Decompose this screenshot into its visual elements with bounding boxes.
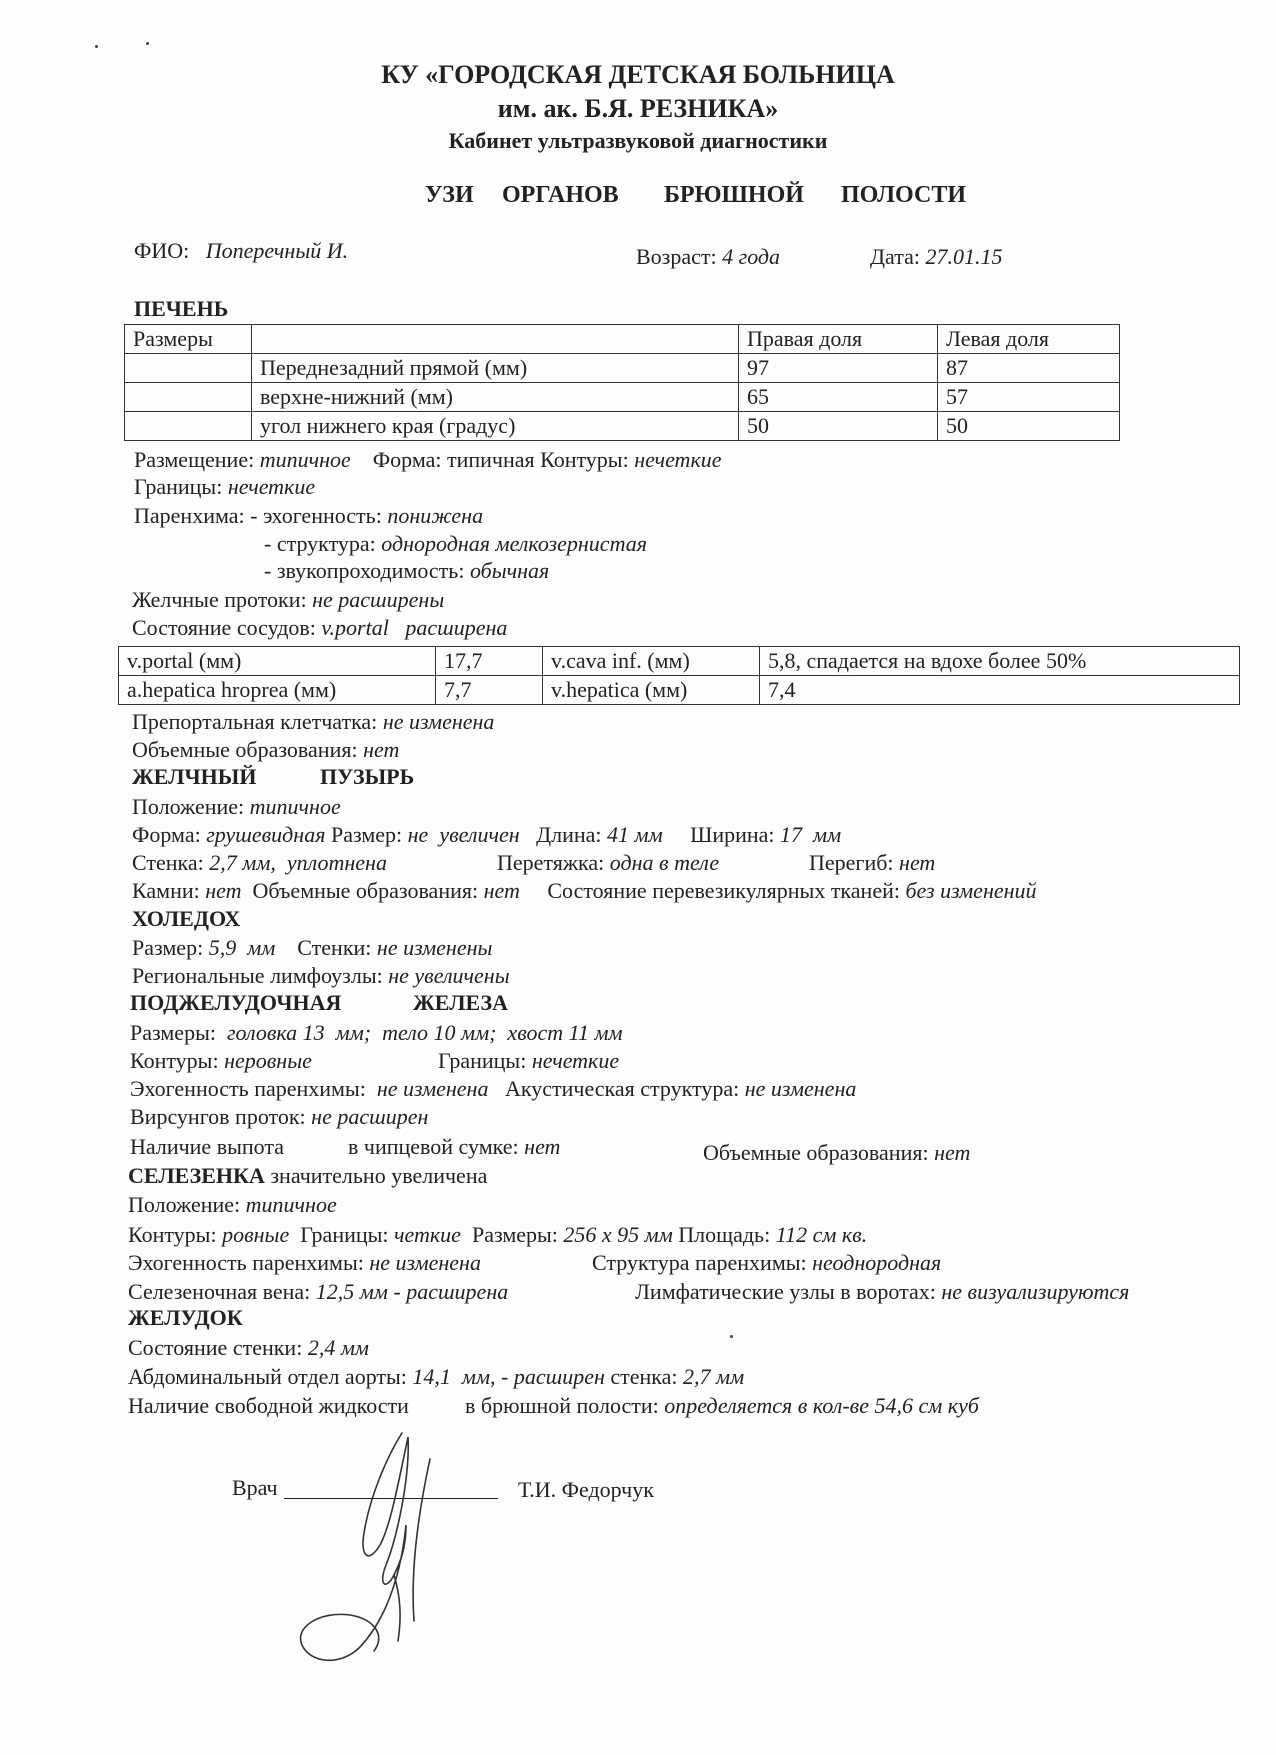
field-label: Перетяжка: (497, 850, 605, 875)
vessels-row (132, 615, 507, 641)
title-word: БРЮШНОЙ (664, 182, 804, 208)
field-label: Камни: (132, 878, 200, 903)
field-value: 112 см кв. (775, 1222, 868, 1247)
field-value: нечеткие (634, 447, 722, 472)
table-cell-right: 65 (739, 383, 938, 412)
field-value: нечеткие (227, 474, 316, 499)
liver-structure-row (264, 531, 647, 557)
field-label: Желчные протоки: (132, 587, 307, 612)
field-label: стенка: (610, 1364, 678, 1389)
field-label: Положение: (132, 794, 245, 819)
table-row (125, 325, 1120, 354)
field-value: v.portal расширена (321, 615, 508, 640)
field-value: 17 мм (780, 822, 842, 847)
liver-placement-row (134, 447, 722, 473)
field-value: 2,7 мм (683, 1364, 745, 1389)
section-title-note: значительно увеличена (270, 1163, 488, 1188)
scan-speck (146, 42, 149, 45)
exam-date-row (870, 244, 1002, 270)
field-label: - эхогенность: (250, 503, 382, 528)
spleen-section-title (128, 1163, 487, 1189)
title-word: УЗИ (425, 182, 474, 208)
table-cell (125, 412, 252, 441)
table-cell-left: 87 (938, 354, 1120, 383)
field-value: 12,5 мм - расширена (315, 1279, 509, 1304)
liver-echogenicity-row (134, 503, 483, 529)
field-label: Перегиб: (809, 850, 894, 875)
field-value: нечеткие (531, 1048, 620, 1073)
liver-section-title: ПЕЧЕНЬ (134, 296, 229, 321)
table-cell (125, 354, 252, 383)
field-value: неровные (224, 1048, 312, 1073)
field-label: Границы: (300, 1222, 389, 1247)
choledoch-size-row (132, 935, 492, 961)
vessels-table (118, 646, 1240, 705)
field-value: неоднородная (812, 1250, 942, 1275)
scan-speck (730, 1335, 733, 1338)
field-label: Границы: (134, 474, 223, 499)
bile-ducts-row (132, 587, 444, 613)
field-label: Контуры: (130, 1048, 219, 1073)
preportal-row (132, 709, 494, 735)
field-value: 41 мм (607, 822, 663, 847)
field-value: типичное (249, 794, 341, 819)
patient-age-label: Возраст: (636, 244, 717, 269)
scan-speck (95, 45, 98, 48)
field-value: четкие (394, 1222, 461, 1247)
field-label: Положение: (128, 1192, 241, 1217)
table-cell: a.hepatica hroprea (мм) (119, 676, 436, 705)
table-row (119, 647, 1240, 676)
signature-stroke (301, 1433, 430, 1660)
spleen-echo-row (128, 1250, 941, 1276)
pancreas-duct-row (130, 1104, 428, 1130)
field-value: не изменена (369, 1250, 481, 1275)
pancreas-sizes-row (130, 1020, 623, 1046)
field-value: понижена (387, 503, 484, 528)
field-label: Объемные образования: (132, 737, 358, 762)
field-label: Площадь: (678, 1222, 771, 1247)
table-cell: v.cava inf. (мм) (543, 647, 760, 676)
doctor-name: Т.И. Федорчук (518, 1477, 654, 1502)
gallbladder-section-title (132, 764, 414, 790)
spleen-contours-row (128, 1222, 867, 1248)
field-value: ровные (222, 1222, 290, 1247)
field-value: обычная (469, 558, 550, 583)
table-row (125, 383, 1120, 412)
field-label: Размеры: (130, 1020, 216, 1045)
field-label: Размер: (330, 822, 403, 847)
field-label: в чипцевой сумке: (348, 1134, 519, 1159)
field-label: - звукопроходимость: (264, 558, 465, 583)
report-title (425, 182, 966, 209)
field-label: в брюшной полости: (465, 1393, 659, 1418)
gallbladder-position-row (132, 794, 341, 820)
field-label: Границы: (438, 1048, 527, 1073)
field-value: без изменений (905, 878, 1037, 903)
table-cell-right: 50 (739, 412, 938, 441)
field-value: нет (483, 878, 520, 903)
section-title-word: ЖЕЛЕЗА (413, 990, 508, 1015)
field-label: Форма: (372, 447, 442, 472)
choledoch-nodes-row (132, 963, 510, 989)
exam-date-label: Дата: (870, 244, 920, 269)
field-label: Состояние сосудов: (132, 615, 316, 640)
gallbladder-stones-row (132, 878, 1037, 904)
patient-name-row (134, 238, 348, 264)
table-row-label: угол нижнего края (градус) (252, 412, 739, 441)
field-value: типичная (446, 447, 535, 472)
field-label: Лимфатические узлы в воротах: (635, 1279, 936, 1304)
field-label: Препортальная клетчатка: (132, 709, 378, 734)
field-value: не расширены (312, 587, 445, 612)
field-value: не изменена (376, 1076, 489, 1101)
table-cell: 7,7 (436, 676, 543, 705)
table-cell: 5,8, спадается на вдохе более 50% (760, 647, 1240, 676)
field-label: Ширина: (690, 822, 775, 847)
exam-date-value: 27.01.15 (925, 244, 1003, 269)
table-cell: 17,7 (436, 647, 543, 676)
org-name-line2: им. ак. Б.Я. РЕЗНИКА» (497, 94, 779, 123)
liver-sound-row (264, 558, 549, 584)
doctor-signature (290, 1415, 470, 1665)
field-value: нет (524, 1134, 561, 1159)
field-label: Наличие выпота (130, 1134, 284, 1159)
table-cell: v.hepatica (мм) (543, 676, 760, 705)
field-value: не изменены (376, 935, 493, 960)
org-name-line1: КУ «ГОРОДСКАЯ ДЕТСКАЯ БОЛЬНИЦА (381, 60, 895, 89)
section-title-word: ПОДЖЕЛУДОЧНАЯ (130, 990, 342, 1015)
field-value: 2,7 мм, уплотнена (209, 850, 387, 875)
field-label: Акустическая структура: (504, 1076, 740, 1101)
liver-masses-row (132, 737, 399, 763)
field-value: однородная мелкозернистая (381, 531, 647, 556)
field-value: не увеличен (407, 822, 520, 847)
field-label: Размер: (132, 935, 204, 960)
table-cell-right: 97 (739, 354, 938, 383)
field-value: не изменена (744, 1076, 857, 1101)
table-header-left-lobe: Левая доля (938, 325, 1120, 354)
field-label: Селезеночная вена: (128, 1279, 311, 1304)
stomach-wall-row (128, 1335, 369, 1361)
field-value: одна в теле (609, 850, 720, 875)
field-label: Размещение: (134, 447, 255, 472)
field-value: нет (899, 850, 936, 875)
title-word: ОРГАНОВ (502, 182, 619, 208)
pancreas-echo-row (130, 1076, 856, 1102)
field-label: Контуры: (128, 1222, 217, 1247)
field-label: Состояние стенки: (128, 1335, 303, 1360)
table-row (125, 412, 1120, 441)
patient-age-value: 4 года (722, 244, 781, 269)
field-label: Контуры: (540, 447, 629, 472)
field-value: не увеличены (388, 963, 510, 988)
pancreas-contours-row (130, 1048, 619, 1074)
liver-size-table (124, 324, 1120, 441)
field-label: Эхогенность паренхимы: (128, 1250, 364, 1275)
field-value: типичное (245, 1192, 337, 1217)
section-title-word: ЖЕЛЧНЫЙ (132, 764, 257, 789)
stomach-section-title: ЖЕЛУДОК (128, 1305, 243, 1330)
pancreas-section-title (130, 990, 508, 1016)
field-label: Форма: (132, 822, 201, 847)
spleen-position-row (128, 1192, 337, 1218)
field-label: Региональные лимфоузлы: (132, 963, 383, 988)
field-value: нет (363, 737, 400, 762)
field-label: Структура паренхимы: (592, 1250, 807, 1275)
field-label: Состояние перевезикулярных тканей: (547, 878, 900, 903)
table-cell (125, 383, 252, 412)
field-label: Объемные образования: (703, 1140, 929, 1165)
pancreas-masses-row (703, 1140, 970, 1166)
field-label: - структура: (264, 531, 376, 556)
table-header-right-lobe: Правая доля (739, 325, 938, 354)
doctor-label: Врач (232, 1475, 278, 1500)
aorta-row (128, 1364, 744, 1390)
patient-age-row (636, 244, 780, 270)
table-corner-cell: Размеры (125, 325, 252, 354)
table-row (119, 676, 1240, 705)
field-value: 256 x 95 мм (563, 1222, 673, 1247)
field-label: Стенка: (132, 850, 204, 875)
title-word: ПОЛОСТИ (841, 182, 966, 208)
section-title: СЕЛЕЗЕНКА (128, 1163, 265, 1188)
field-label: Длина: (536, 822, 602, 847)
field-value: типичное (259, 447, 351, 472)
field-label: Паренхима: (134, 503, 245, 528)
field-label: Абдоминальный отдел аорты: (128, 1364, 407, 1389)
field-value: нет (934, 1140, 971, 1165)
table-cell: v.portal (мм) (119, 647, 436, 676)
table-row (125, 354, 1120, 383)
field-label: Вирсунгов проток: (130, 1104, 306, 1129)
table-cell-left: 50 (938, 412, 1120, 441)
field-label: Стенки: (297, 935, 372, 960)
patient-name-value: Поперечный И. (205, 238, 349, 263)
table-row-label: Переднезадний прямой (мм) (252, 354, 739, 383)
field-value: не визуализируются (941, 1279, 1130, 1304)
field-label: Наличие свободной жидкости (128, 1393, 409, 1418)
field-label: Размеры: (471, 1222, 558, 1247)
table-cell (252, 325, 739, 354)
table-cell: 7,4 (760, 676, 1240, 705)
liver-borders-row (134, 474, 315, 500)
field-value: 5,9 мм (208, 935, 276, 960)
field-value: головка 13 мм; тело 10 мм; хвост 11 мм (226, 1020, 623, 1045)
field-value: грушевидная (206, 822, 326, 847)
field-value: нет (205, 878, 242, 903)
field-value: не расширен (311, 1104, 429, 1129)
field-value: не изменена (382, 709, 495, 734)
table-cell-left: 57 (938, 383, 1120, 412)
free-fluid-row (128, 1393, 979, 1419)
pancreas-effusion-row (130, 1134, 560, 1160)
section-title-word: ПУЗЫРЬ (320, 764, 415, 789)
field-label: Эхогенность паренхимы: (130, 1076, 366, 1101)
field-value: определяется в кол-ве 54,6 см куб (664, 1393, 979, 1418)
field-value: 14,1 мм, - расширен (412, 1364, 605, 1389)
gallbladder-shape-row (132, 822, 841, 848)
gallbladder-wall-row (132, 850, 935, 876)
field-label: Объемные образования: (252, 878, 479, 903)
patient-name-label: ФИО: (134, 238, 190, 263)
department-name: Кабинет ультразвуковой диагностики (448, 128, 828, 153)
table-row-label: верхне-нижний (мм) (252, 383, 739, 412)
field-value: 2,4 мм (307, 1335, 369, 1360)
spleen-vein-row (128, 1279, 1129, 1305)
choledoch-section-title: ХОЛЕДОХ (132, 906, 241, 931)
